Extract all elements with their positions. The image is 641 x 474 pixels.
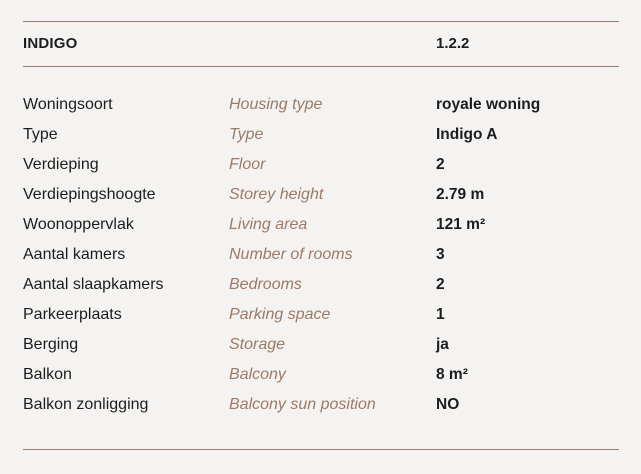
spec-table — [23, 94, 619, 424]
spec-row-floor — [23, 154, 619, 184]
spec-header — [23, 35, 619, 55]
spec-row-housing-type — [23, 94, 619, 124]
unit-number: 1.2.2 — [436, 35, 470, 52]
spec-row-storey-height — [23, 184, 619, 214]
unit-name: INDIGO — [23, 35, 78, 52]
spec-value: royale woning — [436, 96, 541, 113]
label-english: Type — [229, 126, 264, 143]
label-english: Number of rooms — [229, 246, 353, 263]
label-english: Balcony sun position — [229, 396, 376, 413]
spec-value: 2 — [436, 156, 445, 173]
label-english: Parking space — [229, 306, 331, 323]
label-dutch: Type — [23, 126, 58, 143]
label-dutch: Woonoppervlak — [23, 216, 134, 233]
label-english: Bedrooms — [229, 276, 302, 293]
label-dutch: Aantal kamers — [23, 246, 126, 263]
label-dutch: Verdiepingshoogte — [23, 186, 156, 203]
spec-row-balcony — [23, 364, 619, 394]
label-dutch: Balkon — [23, 366, 72, 383]
spec-value: ja — [436, 336, 449, 353]
bottom-divider — [23, 449, 619, 450]
label-dutch: Aantal slaapkamers — [23, 276, 164, 293]
label-dutch: Verdieping — [23, 156, 99, 173]
spec-value: 2.79 m — [436, 186, 485, 203]
spec-value: 1 — [436, 306, 445, 323]
spec-value: Indigo A — [436, 126, 498, 143]
spec-row-balcony-sun-position — [23, 394, 619, 424]
spec-value: NO — [436, 396, 460, 413]
spec-row-bedrooms — [23, 274, 619, 304]
spec-value: 121 m² — [436, 216, 486, 233]
spec-value: 8 m² — [436, 366, 468, 383]
label-english: Storage — [229, 336, 286, 353]
label-dutch: Woningsoort — [23, 96, 113, 113]
label-english: Balcony — [229, 366, 286, 383]
spec-row-parking-space — [23, 304, 619, 334]
label-dutch: Balkon zonligging — [23, 396, 149, 413]
spec-value: 3 — [436, 246, 445, 263]
spec-row-living-area — [23, 214, 619, 244]
header-divider — [23, 66, 619, 67]
spec-row-storage — [23, 334, 619, 364]
label-dutch: Berging — [23, 336, 79, 353]
label-english: Housing type — [229, 96, 323, 113]
label-english: Living area — [229, 216, 308, 233]
label-english: Storey height — [229, 186, 324, 203]
label-dutch: Parkeerplaats — [23, 306, 122, 323]
spec-row-number-of-rooms — [23, 244, 619, 274]
spec-row-type — [23, 124, 619, 154]
label-english: Floor — [229, 156, 266, 173]
spec-value: 2 — [436, 276, 445, 293]
top-divider — [23, 21, 619, 22]
